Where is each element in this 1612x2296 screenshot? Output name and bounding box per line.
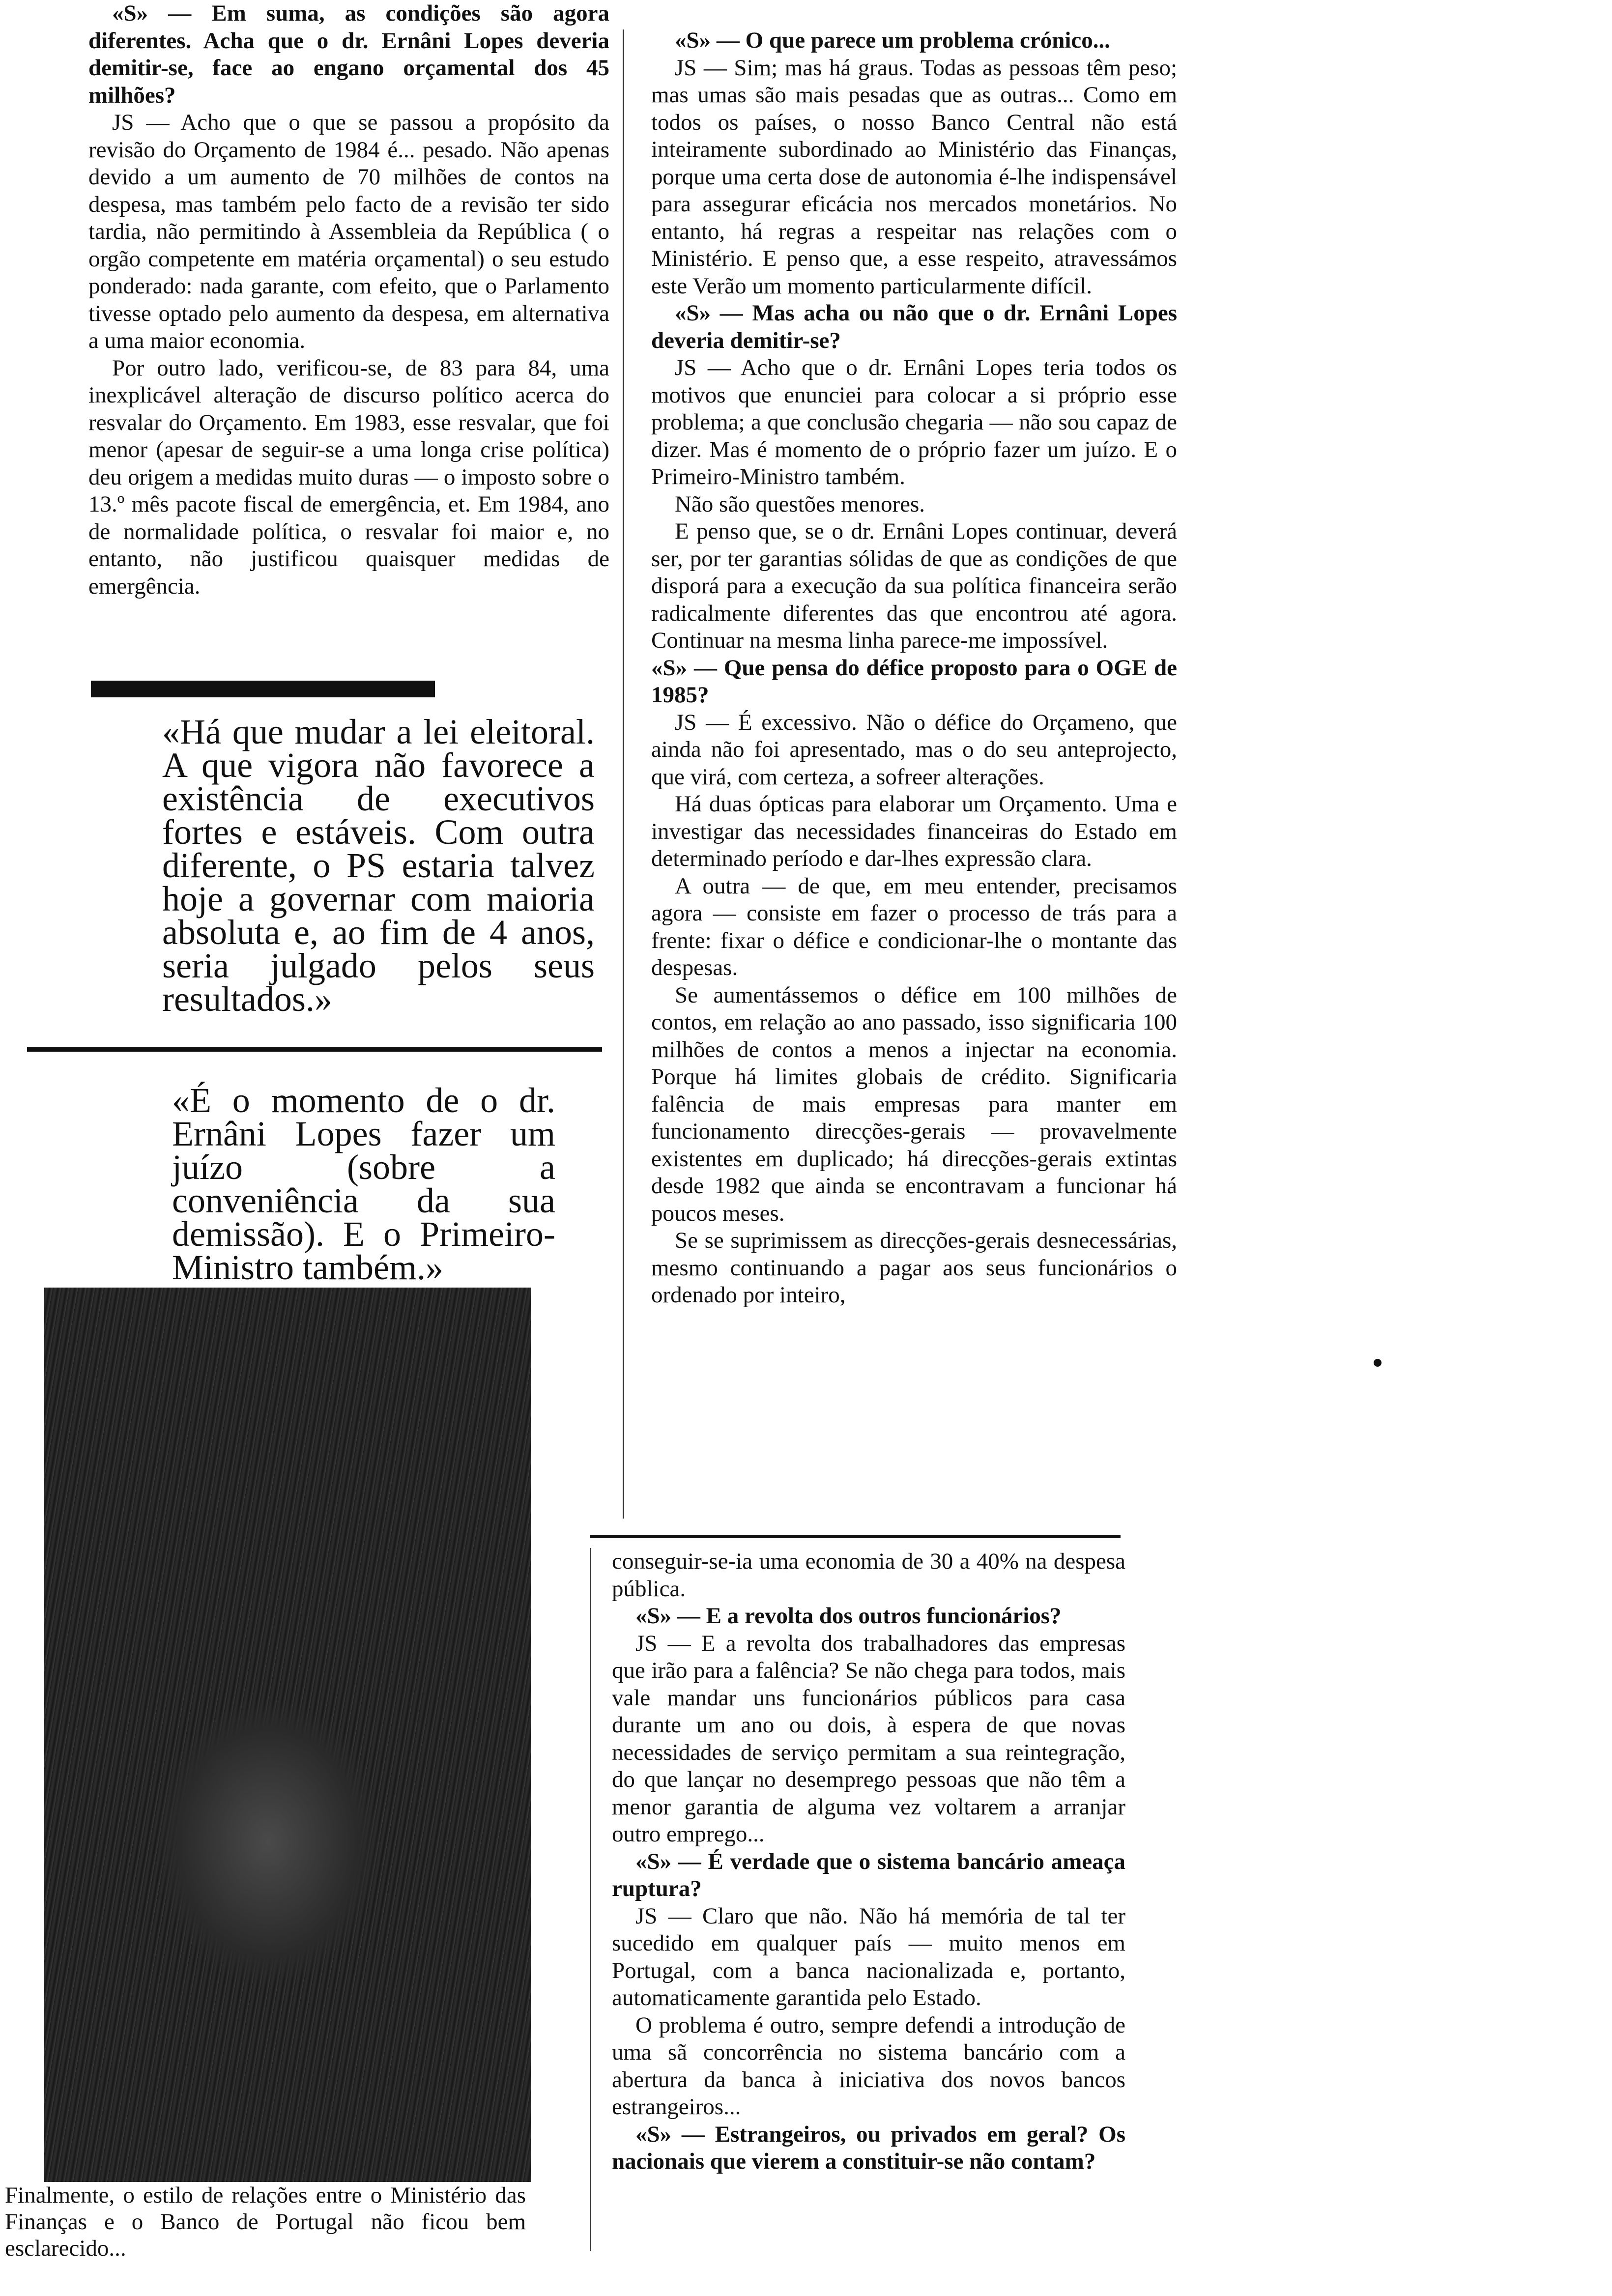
scan-speck — [1374, 1359, 1382, 1367]
answer-paragraph: JS — Acho que o dr. Ernâni Lopes teria todos os motivos que enunciei para colocar a si próprio esse problema; a que conclusão chegaria — não sou capaz de dizer. Mas é momento de o próprio fazer um juízo. E o Primeiro-Ministro também. — [651, 355, 1177, 489]
answer-paragraph: E penso que, se o dr. Ernâni Lopes continuar, deverá ser, por ter garantias sólidas de que as condições de que disporá para a execução da sua política financeira serão radicalmente diferentes das que encontrou até agora. Continuar na mesma linha parece-me impossível. — [651, 518, 1177, 653]
question-paragraph: «S» — E a revolta dos outros funcionários? — [635, 1603, 1062, 1629]
answer-paragraph: JS — Claro que não. Não há memória de tal ter sucedido em qualquer país — muito menos em Portugal, com a banca nacionalizada e, portanto, automaticamente garantida pelo Estado. — [612, 1903, 1125, 2010]
answer-paragraph: A outra — de que, em meu entender, precisamos agora — consiste em fazer o processo de trás para a frente: fixar o défice e condicionar-lhe o montante das despesas. — [651, 873, 1177, 980]
answer-paragraph: JS — Acho que o que se passou a propósito da revisão do Orçamento de 1984 é... pesado. Não apenas devido a um aumento de 70 milhões de contos na despesa, mas também pelo facto de a revisão ter sido tardia, não permitindo à Assembleia da República ( o orgão competente em matéria orçamental) o seu estudo ponderado: nada garante, com efeito, que o Parlamento tivesse optado pelo aumento da despesa, em alternativa a uma maior economia. — [88, 110, 609, 353]
divider-bar — [91, 681, 435, 697]
question-paragraph: «S» — O que parece um problema crónico... — [675, 28, 1111, 53]
question-paragraph: «S» — Estrangeiros, ou privados em geral? Os nacionais que vierem a constituir-se não contam? — [612, 2121, 1125, 2174]
answer-paragraph: O problema é outro, sempre defendi a introdução de uma sã concorrência no sistema bancário com a abertura da banca à iniciativa dos novos bancos estrangeiros... — [612, 2012, 1125, 2120]
question-paragraph: «S» — Em suma, as condições são agora diferentes. Acha que o dr. Ernâni Lopes deveria demitir-se, face ao engano orçamental dos 45 milhões? — [88, 0, 609, 108]
pull-quote-electoral-law: «Há que mudar a lei eleitoral. A que vigora não favorece a existência de executivos fortes e estáveis. Com outra diferente, o PS estaria talvez hoje a governar com maioria absoluta e, ao fim de 4 anos, seria julgado pelos seus resultados.» — [162, 712, 595, 1019]
photo-caption: Finalmente, o estilo de relações entre o Ministério das Finanças e o Banco de Portugal não ficou bem esclarecido... — [5, 2182, 526, 2261]
question-paragraph: «S» — Que pensa do défice proposto para o OGE de 1985? — [651, 655, 1177, 708]
right-column — [651, 27, 1177, 1309]
divider-line — [27, 1047, 602, 1052]
question-paragraph: «S» — É verdade que o sistema bancário ameaça ruptura? — [612, 1848, 1125, 1901]
continuation-column — [612, 1548, 1125, 2176]
answer-paragraph: conseguir-se-ia uma economia de 30 a 40% na despesa pública. — [612, 1549, 1125, 1602]
column-rule — [623, 29, 624, 1519]
left-column — [88, 0, 609, 600]
answer-paragraph: Há duas ópticas para elaborar um Orçamento. Uma e investigar das necessidades financeiras do Estado em determinado período e dar-lhes expressão clara. — [651, 791, 1177, 871]
answer-paragraph: Se se suprimissem as direcções-gerais desnecessárias, mesmo continuando a pagar aos seus funcionários o ordenado por inteiro, — [651, 1228, 1177, 1308]
pull-quote-minister: «É o momento de o dr. Ernâni Lopes fazer um juízo (sobre a conveniência da sua demissão). E o Primeiro-Ministro também.» — [172, 1081, 555, 1287]
answer-paragraph: Por outro lado, verificou-se, de 83 para 84, uma inexplicável alteração de discurso político acerca do resvalar do Orçamento. Em 1983, esse resvalar, que foi menor (apesar de seguir-se a uma longa crise política) deu origem a medidas muito duras — o imposto sobre o 13.º mês pacote fiscal de emergência, et. Em 1984, ano de normalidade política, o resvalar foi maior e, no entanto, não justificou quaisquer medidas de emergência. — [88, 355, 609, 599]
divider-line — [590, 1535, 1121, 1538]
answer-paragraph: Não são questões menores. — [675, 491, 925, 517]
answer-paragraph: JS — Sim; mas há graus. Todas as pessoas têm peso; mas umas são mais pesadas que as outras... Como em todos os países, o nosso Banco Central não está inteiramente subordinado ao Ministério das Finanças, porque uma certa dose de autonomia é-lhe indispensável para assegurar eficácia nos mercados monetários. No entanto, há regras a respeitar nas relações com o Ministério. E penso que, a esse respeito, atravessámos este Verão um momento particularmente difícil. — [651, 55, 1177, 299]
portrait-photo — [44, 1288, 531, 2182]
column-rule — [590, 1548, 591, 2251]
answer-paragraph: Se aumentássemos o défice em 100 milhões de contos, em relação ao ano passado, isso significaria 100 milhões de contos a menos a injectar na economia. Porque há limites globais de crédito. Significaria falência de mais empresas para manter em funcionamento direcções-gerais — provavelmente existentes em duplicado; há direcções-gerais extintas desde 1982 que ainda se encontravam a funcionar há poucos meses. — [651, 982, 1177, 1226]
answer-paragraph: JS — E a revolta dos trabalhadores das empresas que irão para a falência? Se não chega para todos, mais vale mandar uns funcionários públicos para casa durante um ano ou dois, à espera de que novas necessidades de serviço permitam a sua reintegração, do que lançar no desemprego pessoas que não têm a menor garantia de alguma vez voltarem a arranjar outro emprego... — [612, 1630, 1125, 1847]
question-paragraph: «S» — Mas acha ou não que o dr. Ernâni Lopes deveria demitir-se? — [651, 300, 1177, 353]
answer-paragraph: JS — É excessivo. Não o défice do Orçameno, que ainda não foi apresentado, mas o do seu anteprojecto, que virá, com certeza, a sofreer alterações. — [651, 709, 1177, 790]
